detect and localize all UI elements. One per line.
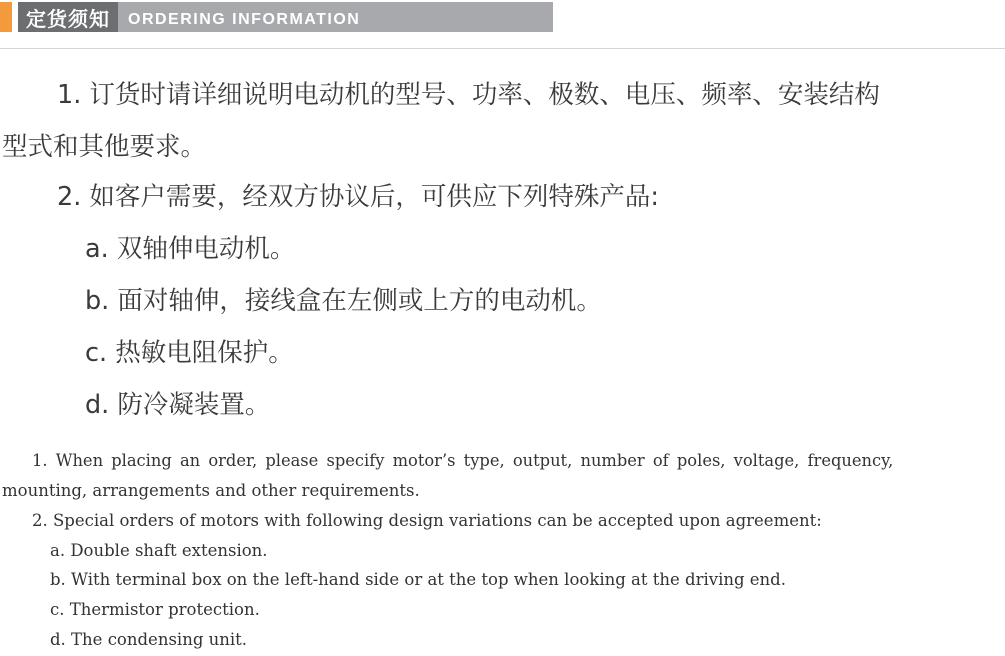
en-item-2: 2. Special orders of motors with following design variations can be accepted upon agreement: [32, 511, 822, 530]
en-sub-item-a: a. Double shaft extension. [50, 541, 268, 560]
en-sub-item-b: b. With terminal box on the left-hand side or at the top when looking at the driving end. [50, 570, 786, 589]
cn-item-1-line-2: 型式和其他要求。 [2, 132, 207, 162]
cn-sub-item-c: c. 热敏电阻保护。 [85, 338, 294, 368]
header-accent-bar [0, 2, 12, 32]
section-header [0, 2, 553, 32]
section-title-cn: 定货须知 [18, 2, 118, 32]
en-sub-item-c: c. Thermistor protection. [50, 600, 260, 619]
en-item-1-line-1: 1. When placing an order, please specify motor’s type, output, number of poles, voltage, frequency, [32, 451, 894, 470]
cn-sub-item-a: a. 双轴伸电动机。 [85, 234, 296, 264]
section-title-en: ORDERING INFORMATION [118, 2, 553, 32]
header-divider [0, 48, 1005, 49]
en-item-1-line-2: mounting, arrangements and other requirements. [2, 481, 420, 500]
en-sub-item-d: d. The condensing unit. [50, 630, 248, 649]
cn-sub-item-d: d. 防冷凝装置。 [85, 390, 271, 420]
cn-item-2: 2. 如客户需要，经双方协议后，可供应下列特殊产品: [57, 182, 660, 212]
cn-item-1-line-1: 1. 订货时请详细说明电动机的型号、功率、极数、电压、频率、安装结构 [57, 80, 880, 110]
cn-sub-item-b: b. 面对轴伸，接线盒在左侧或上方的电动机。 [85, 286, 602, 316]
